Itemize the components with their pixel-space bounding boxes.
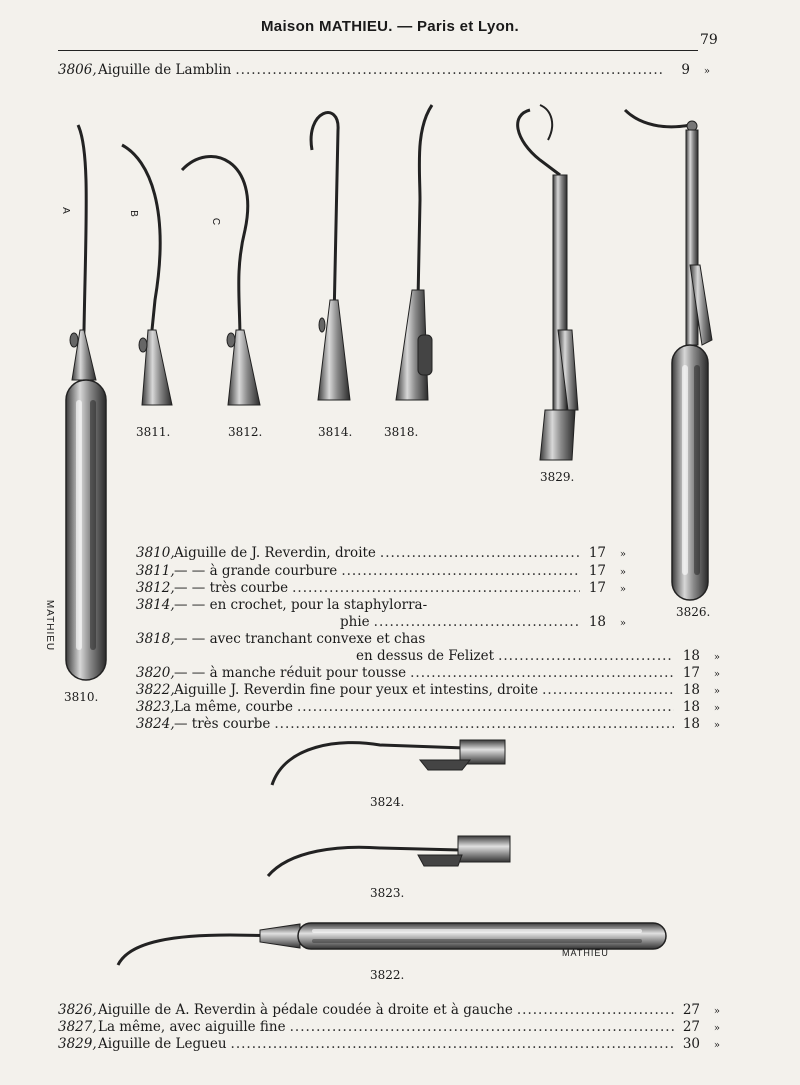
catalog-entry-3818-cont [356,648,720,666]
entry-currency-mark: » [713,703,720,714]
catalog-entry-3810 [136,545,626,563]
figure-label-3810: 3810. [64,690,99,704]
entry-code: 3818, [136,631,175,647]
entry-code: 3829, [58,1036,97,1052]
dot-leader [274,716,674,733]
catalog-entry-3827 [58,1019,720,1037]
figure-label-3824: 3824. [370,795,405,809]
entry-code: 3806, [58,62,97,78]
entry-currency-mark: » [619,618,626,629]
entry-code: 3826, [58,1002,97,1018]
catalog-entry-3823 [136,699,720,717]
catalog-entry-3822 [136,682,720,700]
entry-price: 17 [682,665,700,681]
instrument-3823 [268,836,510,876]
entry-code: 3810, [136,545,175,561]
instrument-3814 [311,113,350,400]
entry-price: 17 [588,545,606,561]
entry-price: 17 [588,580,606,596]
entry-description: La même, avec aiguille fine [98,1019,286,1035]
entry-description: Aiguille J. Reverdin fine pour yeux et intestins, droite [174,682,539,698]
entry-currency-mark: » [713,1040,720,1051]
instrument-3826 [625,110,712,600]
catalog-entry-3814 [136,597,626,614]
instrument-3824 [272,740,505,785]
dot-leader [292,580,580,597]
entry-code: 3822, [136,682,175,698]
entry-description: Aiguille de A. Reverdin à pédale coudée à droite et à gauche [98,1002,513,1018]
instrument-3818 [396,105,432,400]
entry-price: 18 [682,682,700,698]
dot-leader [498,648,674,665]
dot-leader [341,563,580,580]
entry-currency-mark: » [713,686,720,697]
figure-label-3826: 3826. [676,605,711,619]
entry-currency-mark: » [713,1023,720,1034]
dot-leader [290,1019,674,1036]
entry-description: — — à grande courbure [174,563,338,579]
brand-stamp-3822: MATHIEU [562,948,609,958]
instrument-3822 [118,923,666,965]
figure-label-3814: 3814. [318,425,353,439]
instrument-3829 [518,105,578,460]
entry-price: 9 [681,62,690,78]
entry-price: 18 [588,614,606,630]
instrument-3811 [122,145,172,405]
entry-price: 27 [682,1002,700,1018]
entry-price: 27 [682,1019,700,1035]
catalog-entry-3812 [136,580,626,598]
figure-label-3823: 3823. [370,886,405,900]
entry-currency-mark: » [703,66,710,77]
figure-label-3812: 3812. [228,425,263,439]
figure-label-3818: 3818. [384,425,419,439]
letter-b: B [127,210,139,217]
entry-code: 3811, [136,563,175,579]
entry-description: Aiguille de Legueu [98,1036,227,1052]
dot-leader [374,614,580,631]
entry-price: 30 [682,1036,700,1052]
entry-price: 17 [588,563,606,579]
entry-description-continuation: phie [340,614,370,630]
catalog-entry-3820 [136,665,720,683]
entry-code: 3827, [58,1019,97,1035]
letter-a: A [59,207,71,214]
entry-code: 3820, [136,665,175,681]
entry-description: Aiguille de J. Reverdin, droite [174,545,376,561]
catalog-entry-3829 [58,1036,720,1054]
entry-description: La même, courbe [174,699,293,715]
instrument-3812 [182,157,260,406]
entry-description-continuation: en dessus de Felizet [356,648,495,664]
brand-stamp-3810: MATHIEU [44,599,56,652]
entry-code: 3812, [136,580,175,596]
catalog-entry-3811 [136,563,626,581]
page-header-title: Maison MATHIEU. — Paris et Lyon. [261,18,519,35]
entry-description: — — très courbe [174,580,289,596]
catalog-entry-3826 [58,1002,720,1020]
entry-currency-mark: » [619,549,626,560]
entry-description: — très courbe [174,716,271,732]
entry-currency-mark: » [713,720,720,731]
dot-leader [380,545,580,562]
entry-price: 18 [682,699,700,715]
dot-leader [542,682,674,699]
page-number: 79 [700,32,718,48]
figure-label-3829: 3829. [540,470,575,484]
entry-code: 3824, [136,716,175,732]
entry-currency-mark: » [619,584,626,595]
entry-description: — — en crochet, pour la staphylorra- [174,597,428,613]
entry-code: 3814, [136,597,175,613]
figure-label-3811: 3811. [136,425,171,439]
instrument-3810 [66,125,106,680]
entry-currency-mark: » [713,652,720,663]
catalog-entry-3818 [136,631,626,648]
dot-leader [231,1036,674,1053]
catalog-entry-3814-cont [340,614,626,632]
dot-leader [297,699,674,716]
entry-currency-mark: » [713,669,720,680]
entry-price: 18 [682,716,700,732]
catalog-entry-3824 [136,716,720,734]
dot-leader [410,665,674,682]
entry-currency-mark: » [713,1006,720,1017]
dot-leader [517,1002,674,1019]
entry-description: — — avec tranchant convexe et chas [174,631,426,647]
entry-description: Aiguille de Lamblin [98,62,232,78]
letter-c: C [210,217,222,226]
entry-currency-mark: » [619,567,626,578]
entry-description: — — à manche réduit pour tousse [174,665,407,681]
entry-price: 18 [682,648,700,664]
entry-code: 3823, [136,699,175,715]
figure-label-3822: 3822. [370,968,405,982]
